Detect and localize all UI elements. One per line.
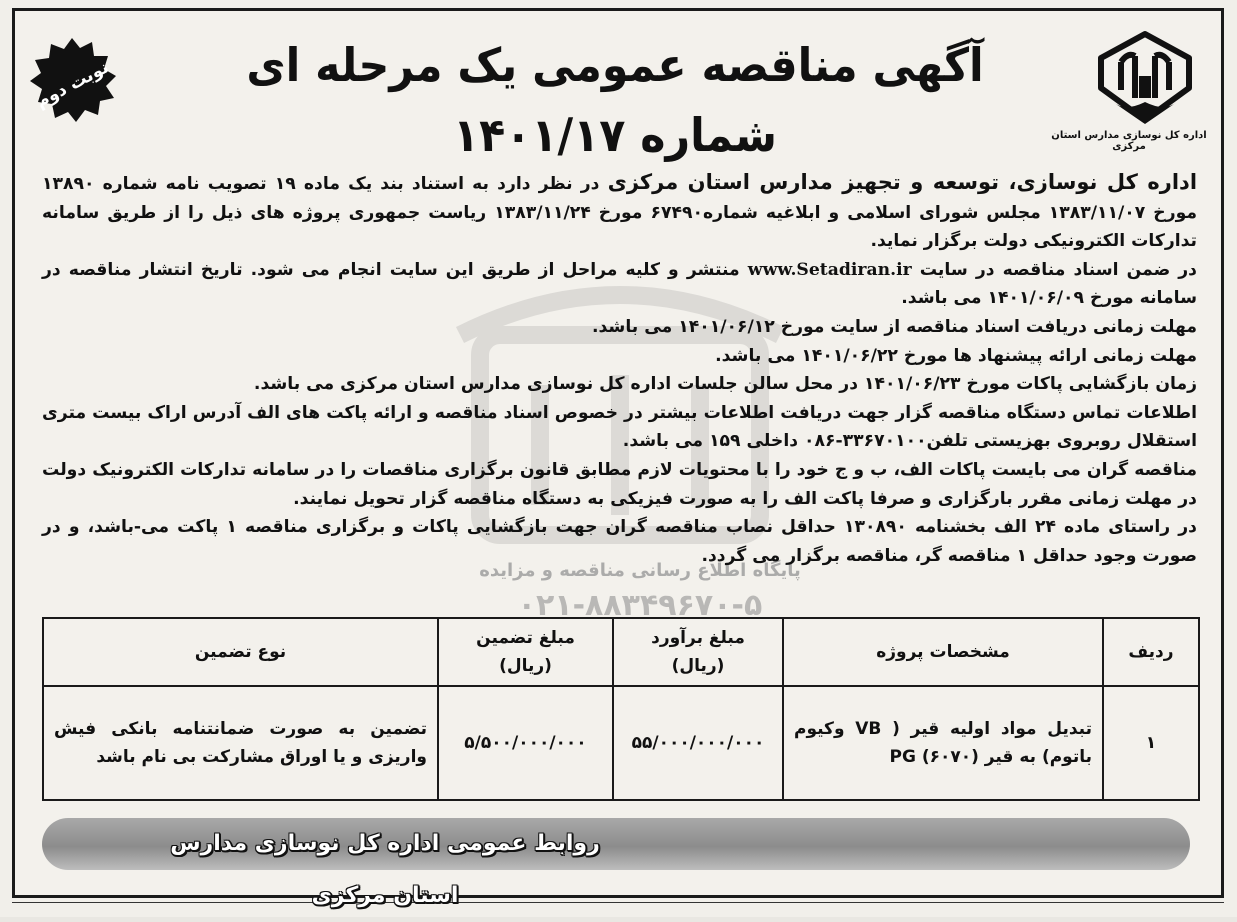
- header-guarantee-type: نوع تضمین: [43, 618, 438, 686]
- header-project-spec: مشخصات پروژه: [783, 618, 1103, 686]
- website-text-b: منتشر و کلیه مراحل از طریق این سایت انجام می شود. تاریخ انتشار مناقصه در سامانه مورخ ۱۴۰۱/۰۶/۰۹ می باشد.: [42, 259, 1197, 309]
- paragraph-opening: زمان بازگشایی پاکات مورخ ۱۴۰۱/۰۶/۲۳ در محل سالن جلسات اداره کل نوسازی مدارس استان مرکزی می باشد.: [253, 374, 1197, 395]
- website-link[interactable]: www.Setadiran.ir: [747, 259, 912, 280]
- header-estimate: مبلغ برآورد (ریال): [613, 618, 783, 686]
- paragraph-quorum: در راستای ماده ۲۴ الف بخشنامه ۱۳۰۸۹۰ حداقل نصاب مناقصه گران جهت بازگشایی پاکات و برگزاری مناقصه ۱ پاکت می-باشد، و در صورت وجود حداقل ۱ مناقصه گر، مناقصه برگزار می گردد.: [42, 517, 1197, 566]
- project-table: [42, 617, 1200, 801]
- paragraph-intro: [42, 168, 1197, 256]
- paragraph-envelopes: مناقصه گران می بایست پاکات الف، ب و ج خود را با محتویات لازم مطابق قانون برگزاری مناقصات را در سامانه تدارکات الکترونیک دولت در مهلت زمانی مقرر بارگزاری و صرفا پاکت الف را به صورت فیزیکی به دستگاه مناقصه گزار تحویل نمایند.: [42, 459, 1197, 509]
- cell-estimate: ۵۵/۰۰۰/۰۰۰/۰۰۰: [613, 686, 783, 800]
- frame-bottom-rule: [12, 902, 1224, 913]
- table-row: [43, 686, 1199, 800]
- school-renovation-logo-icon: [1091, 28, 1199, 128]
- paragraph-contact: اطلاعات تماس دستگاه مناقصه گزار جهت دریافت اطلاعات بیشتر در خصوص اسناد مناقصه و ارائه پاکت های الف آدرس اراک بیست متری استقلال روبروی بهزیستی تلفن۳۳۶۷۰۱۰۰-۰۸۶ داخلی ۱۵۹ می باشد.: [42, 402, 1197, 452]
- stamp-label: نوبت دوم: [32, 57, 113, 113]
- cell-guarantee-amount: ۵/۵۰۰/۰۰۰/۰۰۰: [438, 686, 613, 800]
- website-text-a: در ضمن اسناد مناقصه در سایت: [911, 259, 1198, 280]
- header-guarantee-amount: مبلغ تضمین (ریال): [438, 618, 613, 686]
- paragraph-bid-deadline: مهلت زمانی ارائه پیشنهاد ها مورخ ۱۴۰۱/۰۶/۲۲ می باشد.: [715, 345, 1197, 366]
- ad-body: [42, 168, 1197, 570]
- paragraph-website: [42, 256, 1197, 313]
- logo-caption: اداره کل نوسازی مدارس استان مرکزی: [1051, 130, 1207, 152]
- header-row-number: ردیف: [1103, 618, 1199, 686]
- cell-guarantee-type: تضمین به صورت ضمانتنامه بانکی فیش واریزی و یا اوراق مشارکت بی نام باشد: [43, 686, 438, 800]
- paragraph-doc-deadline: مهلت زمانی دریافت اسناد مناقصه از سایت مورخ ۱۴۰۱/۰۶/۱۲ می باشد.: [591, 316, 1197, 337]
- table-header-row: [43, 618, 1199, 686]
- cell-row-number: ۱: [1103, 686, 1199, 800]
- ad-title: آگهی مناقصه عمومی یک مرحله ای شماره ۱۴۰۱/۱۷: [246, 38, 984, 162]
- intro-text: در نظر دارد به استناد بند یک ماده ۱۹ تصویب نامه شماره ۱۳۸۹۰ مورخ ۱۳۸۳/۱۱/۰۷ مجلس شورای اسلامی و ابلاغیه شماره۶۷۴۹۰ مورخ ۱۳۸۳/۱۱/۲۴ ریاست جمهوری پروژه های ذیل را از طریق سامانه تدارکات الکترونیکی دولت برگزار نماید.: [42, 174, 1197, 252]
- cell-project-spec: تبدیل مواد اولیه قیر ( VB وکیوم باتوم) به قیر PG (۶۰۷۰): [783, 686, 1103, 800]
- second-publication-stamp: [24, 34, 120, 130]
- watermark-text: پایگاه اطلاع رسانی مناقصه و مزایده: [479, 560, 801, 581]
- watermark-phone: ۰۲۱-۸۸۳۴۹۶۷۰-۵: [517, 588, 763, 623]
- org-name: اداره کل نوسازی، توسعه و تجهیز مدارس استان مرکزی: [607, 170, 1198, 194]
- public-relations-signature: روابط عمومی اداره کل نوسازی مدارس استان مرکزی: [170, 831, 600, 908]
